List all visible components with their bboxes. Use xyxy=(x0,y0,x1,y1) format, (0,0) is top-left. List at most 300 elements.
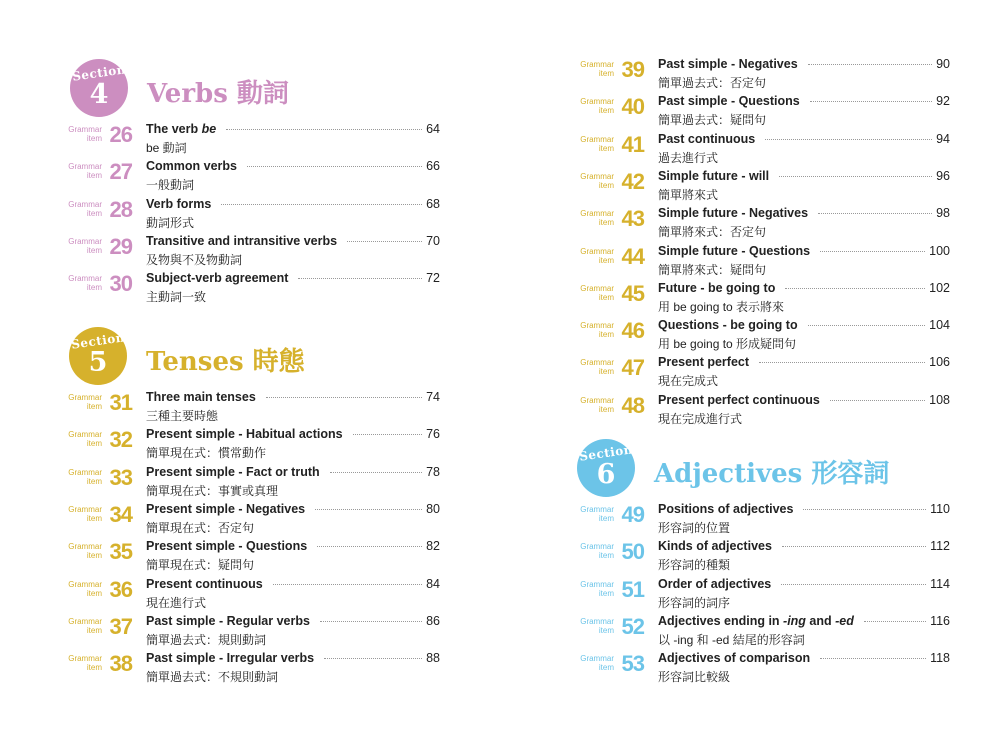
item-label-text: item xyxy=(598,663,614,673)
toc-entry[interactable] xyxy=(64,502,440,539)
item-label-text: item xyxy=(598,255,614,265)
entry-chinese-title: 過去進行式 xyxy=(658,150,719,165)
toc-entry[interactable] xyxy=(64,159,440,196)
entry-title[interactable] xyxy=(658,614,854,628)
entry-text xyxy=(658,393,950,427)
entry-english-line xyxy=(146,390,440,406)
page-number: 82 xyxy=(426,539,440,554)
toc-entry[interactable] xyxy=(64,651,440,688)
grammar-item-label xyxy=(580,321,614,339)
entry-english-line xyxy=(146,539,440,555)
toc-entry[interactable] xyxy=(576,169,950,206)
toc-entry[interactable] xyxy=(576,393,950,430)
page-number: 106 xyxy=(929,355,950,370)
entry-chinese-title: 簡單過去式：疑問句 xyxy=(658,113,767,128)
entry-title[interactable] xyxy=(146,427,343,441)
grammar-item-badge xyxy=(576,541,644,569)
grammar-item-number: 41 xyxy=(621,131,644,157)
dot-leader xyxy=(818,213,932,214)
grammar-item-badge xyxy=(576,59,644,87)
entry-title[interactable] xyxy=(658,206,808,220)
entry-text xyxy=(146,465,440,499)
toc-entry[interactable] xyxy=(64,122,440,159)
grammar-item-number: 42 xyxy=(621,168,644,194)
entry-title-part: Future - be going to xyxy=(658,280,776,295)
grammar-item-number: 39 xyxy=(621,57,644,82)
item-label-text: item xyxy=(86,625,102,635)
grammar-label-text: Grammar xyxy=(580,283,614,293)
grammar-label-text: Grammar xyxy=(580,542,614,552)
entry-title[interactable] xyxy=(146,122,216,136)
entry-text xyxy=(658,318,950,352)
page-number: 100 xyxy=(929,243,950,258)
entry-title[interactable] xyxy=(146,197,211,211)
entry-title[interactable] xyxy=(146,465,320,479)
entry-text xyxy=(146,390,440,424)
grammar-label-text: Grammar xyxy=(580,60,614,69)
entry-english-line xyxy=(146,651,440,667)
entry-text xyxy=(658,502,950,536)
entry-english-line xyxy=(146,271,440,287)
item-label-text: item xyxy=(598,292,614,302)
entry-title-part: Verb forms xyxy=(146,196,212,211)
grammar-item-badge xyxy=(64,196,132,227)
grammar-item-label xyxy=(580,542,614,560)
entry-text xyxy=(146,271,440,305)
grammar-item-badge xyxy=(64,541,132,569)
grammar-item-number: 33 xyxy=(109,464,132,490)
grammar-item-number: 36 xyxy=(109,576,132,602)
toc-entry[interactable] xyxy=(64,271,440,308)
entry-chinese-title: 形容詞比較級 xyxy=(658,670,731,685)
grammar-item-badge xyxy=(576,357,644,385)
entry-title[interactable] xyxy=(658,94,800,108)
entry-text xyxy=(146,502,440,536)
entry-title[interactable] xyxy=(146,502,305,516)
page-number: 78 xyxy=(426,464,440,479)
entry-title-part: be xyxy=(201,122,217,136)
grammar-item-number: 37 xyxy=(109,613,132,639)
item-label-text: item xyxy=(598,404,614,414)
entry-title[interactable] xyxy=(658,651,810,665)
grammar-item-label xyxy=(68,237,102,255)
section-badge xyxy=(69,327,127,385)
toc-entry[interactable] xyxy=(576,318,950,355)
entry-text xyxy=(658,206,950,240)
entry-english-line xyxy=(658,57,950,73)
entry-english-line xyxy=(146,197,440,213)
entry-title[interactable] xyxy=(146,614,310,628)
grammar-item-number: 35 xyxy=(109,539,132,565)
grammar-item-badge xyxy=(64,464,132,495)
entry-title-part: Present perfect continuous xyxy=(658,392,820,407)
item-label-text: item xyxy=(598,551,614,561)
entry-title-part: and xyxy=(805,613,836,628)
entry-title-part: Present simple - Negatives xyxy=(146,501,306,516)
page-number: 70 xyxy=(426,233,440,248)
grammar-item-label xyxy=(580,617,614,635)
toc-entry[interactable] xyxy=(576,57,950,94)
page-number: 108 xyxy=(929,392,950,407)
item-label-text: item xyxy=(86,283,102,293)
item-label-text: item xyxy=(598,625,614,635)
grammar-item-label xyxy=(68,580,102,598)
grammar-item-badge xyxy=(64,613,132,644)
grammar-item-number: 28 xyxy=(109,196,132,222)
entry-chinese-title: 用 be going to 形成疑問句 xyxy=(658,337,797,352)
grammar-item-number: 46 xyxy=(621,318,644,344)
entry-english-line xyxy=(658,651,950,667)
entry-title[interactable] xyxy=(658,577,771,591)
item-label-text: item xyxy=(598,106,614,116)
grammar-label-text: Grammar xyxy=(68,467,102,477)
grammar-item-label xyxy=(68,430,102,448)
page-number: 118 xyxy=(930,651,950,666)
entry-text xyxy=(658,614,950,648)
entry-text xyxy=(658,132,950,166)
grammar-item-number: 43 xyxy=(621,206,644,232)
item-label-text: item xyxy=(86,476,102,486)
grammar-item-badge xyxy=(64,576,132,607)
grammar-item-number: 29 xyxy=(109,233,132,259)
grammar-label-text: Grammar xyxy=(68,199,102,209)
entry-title-part: Present simple - Habitual actions xyxy=(146,427,343,442)
entry-chinese-title: 簡單過去式：規則動詞 xyxy=(146,632,267,647)
dot-leader xyxy=(347,241,422,242)
grammar-item-badge xyxy=(64,429,132,457)
page-number: 66 xyxy=(426,159,440,174)
entry-title-part: -ed xyxy=(835,613,854,628)
entry-text xyxy=(146,577,440,611)
grammar-item-label xyxy=(580,654,614,672)
grammar-item-label xyxy=(580,135,614,153)
grammar-item-badge xyxy=(576,392,644,423)
dot-leader xyxy=(298,278,422,279)
item-label-text: item xyxy=(598,514,614,523)
dot-leader xyxy=(317,546,422,547)
section-number: 5 xyxy=(88,347,108,378)
toc-entry[interactable] xyxy=(64,197,440,234)
grammar-item-badge xyxy=(576,208,644,236)
entry-title[interactable] xyxy=(658,169,769,183)
grammar-label-text: Grammar xyxy=(580,505,614,514)
item-label-text: item xyxy=(598,143,614,153)
item-label-text: item xyxy=(86,551,102,561)
grammar-item-badge xyxy=(64,161,132,189)
entry-title[interactable] xyxy=(658,244,810,258)
item-label-text: item xyxy=(86,245,102,255)
grammar-label-text: Grammar xyxy=(68,125,102,134)
dot-leader xyxy=(803,509,926,510)
grammar-item-number: 52 xyxy=(621,613,644,639)
grammar-item-badge xyxy=(576,280,644,311)
item-label-text: item xyxy=(598,218,614,228)
section-number: 4 xyxy=(89,79,109,110)
dot-leader xyxy=(247,166,422,167)
entry-title[interactable] xyxy=(146,234,337,248)
grammar-label-text: Grammar xyxy=(68,542,102,552)
entry-title-part: Present perfect xyxy=(658,355,750,370)
toc-entry[interactable] xyxy=(576,577,950,614)
grammar-item-label xyxy=(68,274,102,292)
entry-title-part: Subject-verb agreement xyxy=(146,271,289,286)
item-label-text: item xyxy=(86,134,102,143)
toc-entry[interactable] xyxy=(64,427,440,464)
grammar-label-text: Grammar xyxy=(580,209,614,219)
toc-entry[interactable] xyxy=(576,206,950,243)
entry-english-line xyxy=(658,169,950,185)
entry-chinese-title: 簡單現在式：慣常動作 xyxy=(146,446,267,461)
page-number: 80 xyxy=(426,501,440,516)
dot-leader xyxy=(324,658,422,659)
dot-leader xyxy=(864,621,926,622)
grammar-item-label xyxy=(68,468,102,486)
entry-english-line xyxy=(146,427,440,443)
entry-title[interactable] xyxy=(146,651,314,665)
toc-entry[interactable] xyxy=(64,234,440,271)
page-number: 112 xyxy=(930,539,950,554)
page-number: 92 xyxy=(936,94,950,109)
toc-entry[interactable] xyxy=(64,390,440,427)
entry-english-line xyxy=(658,355,950,371)
entry-text xyxy=(658,244,950,278)
entry-text xyxy=(658,355,950,389)
entry-title[interactable] xyxy=(146,159,237,173)
grammar-item-badge xyxy=(576,131,644,162)
dot-leader xyxy=(779,176,932,177)
toc-entry[interactable] xyxy=(576,614,950,651)
dot-leader xyxy=(315,509,422,510)
toc-entry[interactable] xyxy=(64,577,440,614)
grammar-item-number: 26 xyxy=(109,122,132,147)
grammar-label-text: Grammar xyxy=(68,430,102,440)
grammar-item-badge xyxy=(576,96,644,124)
section-number: 6 xyxy=(596,459,616,490)
entry-title-part: Past continuous xyxy=(658,131,756,146)
entry-english-line xyxy=(658,94,950,110)
page-number: 116 xyxy=(930,613,950,628)
grammar-item-badge xyxy=(576,243,644,274)
grammar-item-number: 34 xyxy=(109,501,132,527)
entry-chinese-title: 簡單將來式：疑問句 xyxy=(658,262,767,277)
entry-chinese-title: 現在完成進行式 xyxy=(658,411,743,426)
entry-chinese-title: 簡單過去式：不規則動詞 xyxy=(146,670,279,685)
entry-title-part: Common verbs xyxy=(146,159,237,174)
entry-title-part: The verb xyxy=(146,122,202,136)
grammar-label-text: Grammar xyxy=(580,395,614,405)
grammar-item-badge xyxy=(64,233,132,264)
entry-chinese-title: 形容詞的位置 xyxy=(658,521,731,535)
entry-text xyxy=(658,577,950,611)
grammar-item-label xyxy=(580,284,614,302)
toc-entry[interactable] xyxy=(64,539,440,576)
entry-english-line xyxy=(146,159,440,175)
grammar-item-label xyxy=(580,358,614,376)
entry-english-line xyxy=(146,577,440,593)
entry-title-part: Questions - be going to xyxy=(658,318,798,333)
entry-chinese-title: 動詞形式 xyxy=(146,215,195,230)
entry-chinese-title: 及物與不及物動詞 xyxy=(146,252,243,267)
entry-title[interactable] xyxy=(658,57,798,71)
item-label-text: item xyxy=(86,439,102,449)
entry-text xyxy=(146,197,440,231)
grammar-label-text: Grammar xyxy=(580,579,614,589)
entry-title-part: Transitive and intransitive verbs xyxy=(146,233,338,248)
page-number: 96 xyxy=(936,168,950,183)
entry-text xyxy=(658,94,950,128)
grammar-item-number: 50 xyxy=(621,539,644,565)
toc-entry[interactable] xyxy=(576,244,950,281)
dot-leader xyxy=(353,434,423,435)
entry-title-part: Simple future - will xyxy=(658,168,770,183)
grammar-label-text: Grammar xyxy=(68,393,102,402)
entry-chinese-title: 簡單現在式：疑問句 xyxy=(146,558,255,573)
entry-title[interactable] xyxy=(658,132,755,146)
dot-leader xyxy=(759,362,925,363)
entry-title-part: Present simple - Fact or truth xyxy=(146,464,320,479)
grammar-label-text: Grammar xyxy=(68,274,102,284)
grammar-label-text: Grammar xyxy=(580,321,614,331)
grammar-item-number: 40 xyxy=(621,94,644,120)
grammar-item-number: 38 xyxy=(109,651,132,677)
entry-english-line xyxy=(658,393,950,409)
entry-title[interactable] xyxy=(146,390,256,404)
grammar-label-text: Grammar xyxy=(68,236,102,246)
page-number: 102 xyxy=(929,280,950,295)
grammar-label-text: Grammar xyxy=(580,654,614,664)
entry-english-line xyxy=(658,244,950,260)
item-label-text: item xyxy=(86,402,102,411)
entry-title-part: Present simple - Questions xyxy=(146,539,308,554)
toc-entry[interactable] xyxy=(64,614,440,651)
page-number: 114 xyxy=(930,576,950,591)
entry-chinese-title: 簡單現在式：事實或真理 xyxy=(146,483,279,498)
grammar-item-badge xyxy=(576,504,644,532)
toc-entry[interactable] xyxy=(576,94,950,131)
grammar-item-label xyxy=(580,247,614,265)
toc-entry[interactable] xyxy=(576,651,950,688)
entry-title-part: Order of adjectives xyxy=(658,576,772,591)
item-label-text: item xyxy=(598,69,614,78)
entry-title-part: Three main tenses xyxy=(146,390,256,404)
dot-leader xyxy=(782,546,926,547)
entry-title[interactable] xyxy=(146,577,263,591)
entry-text xyxy=(146,614,440,648)
toc-entry[interactable] xyxy=(576,539,950,576)
toc-entry[interactable] xyxy=(576,355,950,392)
grammar-label-text: Grammar xyxy=(580,246,614,256)
grammar-item-label xyxy=(580,60,614,78)
section-label: Section xyxy=(578,442,634,464)
dot-leader xyxy=(273,584,422,585)
item-label-text: item xyxy=(86,588,102,598)
entry-title-part: Past simple - Questions xyxy=(658,94,800,109)
grammar-item-number: 30 xyxy=(109,271,132,297)
toc-entry[interactable] xyxy=(64,465,440,502)
entry-title-part: Simple future - Questions xyxy=(658,243,811,258)
entry-english-line xyxy=(658,318,950,334)
grammar-item-badge xyxy=(64,124,132,152)
entry-english-line xyxy=(658,132,950,148)
entry-chinese-title: 簡單將來式：否定句 xyxy=(658,225,767,240)
item-label-text: item xyxy=(598,588,614,598)
entry-title[interactable] xyxy=(658,281,775,295)
entry-english-line xyxy=(146,465,440,481)
dot-leader xyxy=(830,400,925,401)
item-label-text: item xyxy=(86,513,102,523)
page-number: 84 xyxy=(426,576,440,591)
entry-title-part: Past simple - Regular verbs xyxy=(146,613,310,628)
dot-leader xyxy=(820,658,926,659)
entry-text xyxy=(658,539,950,573)
page-number: 110 xyxy=(930,502,950,516)
entry-title[interactable] xyxy=(146,271,288,285)
grammar-item-number: 45 xyxy=(621,280,644,306)
section-badge xyxy=(70,59,128,117)
entry-title[interactable] xyxy=(658,539,772,553)
grammar-item-badge xyxy=(576,613,644,644)
entry-title[interactable] xyxy=(658,393,820,407)
entry-english-line xyxy=(658,577,950,593)
grammar-item-badge xyxy=(576,168,644,199)
entry-title[interactable] xyxy=(658,355,749,369)
entry-title[interactable] xyxy=(146,539,307,553)
page-number: 90 xyxy=(936,57,950,71)
grammar-label-text: Grammar xyxy=(68,162,102,172)
dot-leader xyxy=(808,64,932,65)
entry-title[interactable] xyxy=(658,502,793,516)
entry-text xyxy=(146,539,440,573)
entry-chinese-title: 簡單過去式：否定句 xyxy=(658,76,767,90)
toc-entry[interactable] xyxy=(576,281,950,318)
section-title: Tenses 時態 xyxy=(146,347,305,377)
entry-title-part: Past simple - Negatives xyxy=(658,57,798,71)
page-number: 74 xyxy=(426,390,440,404)
item-label-text: item xyxy=(86,171,102,181)
dot-leader xyxy=(221,204,422,205)
grammar-label-text: Grammar xyxy=(68,579,102,589)
section-title: Verbs 動詞 xyxy=(147,79,289,109)
entry-title-part: Present continuous xyxy=(146,576,263,591)
entry-text xyxy=(146,651,440,685)
entry-title[interactable] xyxy=(658,318,798,332)
toc-entry[interactable] xyxy=(576,502,950,539)
grammar-label-text: Grammar xyxy=(68,654,102,664)
dot-leader xyxy=(330,472,422,473)
grammar-item-label xyxy=(580,172,614,190)
grammar-item-label xyxy=(68,393,102,411)
entry-chinese-title: 形容詞的種類 xyxy=(658,558,731,573)
grammar-label-text: Grammar xyxy=(580,134,614,144)
dot-leader xyxy=(785,288,925,289)
entry-text xyxy=(146,159,440,193)
toc-entry[interactable] xyxy=(576,132,950,169)
section-badge xyxy=(577,439,635,497)
grammar-item-badge xyxy=(64,653,132,681)
entry-english-line xyxy=(146,502,440,518)
item-label-text: item xyxy=(598,330,614,340)
grammar-item-label xyxy=(68,542,102,560)
grammar-label-text: Grammar xyxy=(580,358,614,368)
grammar-item-label xyxy=(68,617,102,635)
entry-chinese-title: 一般動詞 xyxy=(146,178,195,193)
item-label-text: item xyxy=(86,208,102,218)
entry-chinese-title: 以 -ing 和 -ed 結尾的形容詞 xyxy=(658,632,805,647)
grammar-item-number: 44 xyxy=(621,243,644,269)
item-label-text: item xyxy=(598,367,614,377)
dot-leader xyxy=(820,251,925,252)
entry-english-line xyxy=(658,206,950,222)
